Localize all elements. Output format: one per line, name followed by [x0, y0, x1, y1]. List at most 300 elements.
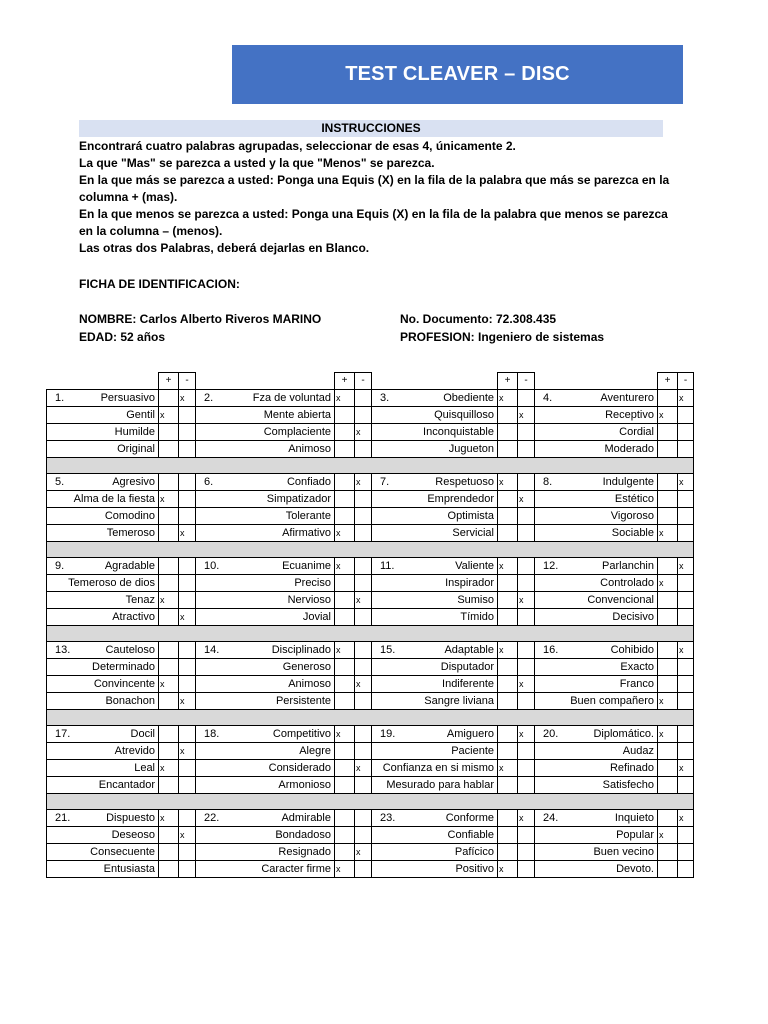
- minus-mark-cell[interactable]: x: [179, 609, 196, 626]
- plus-mark-cell[interactable]: [658, 777, 678, 794]
- word-label: Animoso: [288, 678, 331, 690]
- minus-mark-cell[interactable]: [678, 424, 694, 441]
- word-label: Convincente: [93, 678, 155, 690]
- plus-mark-cell[interactable]: [658, 844, 678, 861]
- minus-mark-cell[interactable]: [678, 726, 694, 743]
- minus-mark-cell[interactable]: [179, 777, 196, 794]
- word-cell: [535, 575, 658, 592]
- minus-mark-cell[interactable]: x: [518, 592, 535, 609]
- instruction-line: La que "Mas" se parezca a usted y la que "Menos" se parezca.: [79, 156, 435, 170]
- word-cell: [47, 390, 159, 407]
- separator-cell: [47, 626, 694, 642]
- group-separator-row: [47, 626, 694, 642]
- plus-mark-cell[interactable]: [498, 407, 518, 424]
- minus-mark-cell[interactable]: x: [678, 390, 694, 407]
- plus-mark-cell[interactable]: [335, 676, 355, 693]
- minus-mark-cell[interactable]: x: [355, 474, 372, 491]
- plus-mark-cell[interactable]: x: [159, 676, 179, 693]
- plus-mark-cell[interactable]: x: [658, 525, 678, 542]
- word-row: [47, 844, 694, 861]
- plus-mark-cell[interactable]: [159, 558, 179, 575]
- plus-mark-cell[interactable]: [159, 743, 179, 760]
- minus-mark-cell[interactable]: [678, 827, 694, 844]
- word-cell: [372, 760, 498, 777]
- plus-mark-cell[interactable]: x: [335, 525, 355, 542]
- plus-mark-cell[interactable]: x: [159, 407, 179, 424]
- minus-mark-cell[interactable]: [179, 575, 196, 592]
- plus-mark-cell[interactable]: [159, 609, 179, 626]
- plus-mark-cell[interactable]: [498, 743, 518, 760]
- group-number: 21.: [55, 812, 71, 824]
- separator-cell: [47, 542, 694, 558]
- plus-mark-cell[interactable]: [159, 525, 179, 542]
- minus-mark-cell[interactable]: [355, 861, 372, 878]
- word-cell: [196, 777, 335, 794]
- minus-mark-cell[interactable]: [678, 592, 694, 609]
- minus-mark-cell[interactable]: [678, 491, 694, 508]
- group-separator-row: [47, 794, 694, 810]
- plus-mark-cell[interactable]: [658, 441, 678, 458]
- plus-mark-cell[interactable]: [335, 491, 355, 508]
- plus-mark-cell[interactable]: [658, 743, 678, 760]
- word-cell: [535, 407, 658, 424]
- word-label: Deseoso: [111, 829, 155, 841]
- minus-mark-cell[interactable]: [355, 407, 372, 424]
- minus-mark-cell[interactable]: x: [678, 474, 694, 491]
- profesion-field: PROFESION: Ingeniero de sistemas: [400, 330, 605, 344]
- minus-mark-cell[interactable]: [678, 508, 694, 525]
- word-label: Amiguero: [446, 728, 494, 740]
- group-number: 6.: [204, 476, 214, 488]
- ficha-heading: FICHA DE IDENTIFICACION:: [79, 277, 240, 291]
- minus-mark-cell[interactable]: x: [179, 390, 196, 407]
- word-cell: [535, 743, 658, 760]
- minus-mark-cell[interactable]: [518, 642, 535, 659]
- plus-mark-cell[interactable]: x: [159, 592, 179, 609]
- minus-mark-cell[interactable]: [355, 777, 372, 794]
- plus-mark-cell[interactable]: [159, 424, 179, 441]
- word-cell: [47, 407, 159, 424]
- word-cell: [372, 844, 498, 861]
- plus-mark-cell[interactable]: [335, 474, 355, 491]
- word-label: Diplomático.: [593, 728, 654, 740]
- word-label: Comodino: [104, 510, 155, 522]
- minus-mark-cell[interactable]: [179, 760, 196, 777]
- minus-mark-cell[interactable]: [355, 491, 372, 508]
- minus-mark-cell[interactable]: [518, 575, 535, 592]
- plus-mark-cell[interactable]: [498, 676, 518, 693]
- minus-mark-cell[interactable]: [518, 424, 535, 441]
- minus-mark-cell[interactable]: [355, 508, 372, 525]
- plus-mark-cell[interactable]: [335, 760, 355, 777]
- minus-mark-cell[interactable]: [518, 659, 535, 676]
- minus-mark-cell[interactable]: [518, 609, 535, 626]
- word-row: [47, 390, 694, 407]
- word-label: Tenaz: [125, 594, 155, 606]
- word-label: Franco: [619, 678, 654, 690]
- minus-mark-cell[interactable]: [355, 726, 372, 743]
- minus-mark-cell[interactable]: [678, 609, 694, 626]
- minus-mark-cell[interactable]: [355, 558, 372, 575]
- plus-mark-cell[interactable]: [658, 508, 678, 525]
- plus-mark-cell[interactable]: [498, 844, 518, 861]
- minus-mark-cell[interactable]: [179, 491, 196, 508]
- plus-mark-cell[interactable]: x: [335, 861, 355, 878]
- minus-mark-cell[interactable]: [355, 642, 372, 659]
- plus-mark-cell[interactable]: [335, 777, 355, 794]
- minus-column-header: -: [518, 373, 535, 390]
- minus-mark-cell[interactable]: [179, 441, 196, 458]
- plus-mark-cell[interactable]: x: [498, 474, 518, 491]
- plus-mark-cell[interactable]: x: [498, 390, 518, 407]
- plus-mark-cell[interactable]: [498, 525, 518, 542]
- plus-mark-cell[interactable]: [658, 676, 678, 693]
- word-cell: [535, 844, 658, 861]
- plus-mark-cell[interactable]: [658, 558, 678, 575]
- instructions-text: [79, 138, 679, 257]
- plus-mark-cell[interactable]: x: [658, 407, 678, 424]
- minus-mark-cell[interactable]: x: [355, 424, 372, 441]
- minus-mark-cell[interactable]: x: [518, 810, 535, 827]
- plus-mark-cell[interactable]: [658, 642, 678, 659]
- plus-mark-cell[interactable]: [159, 474, 179, 491]
- plus-mark-cell[interactable]: [658, 390, 678, 407]
- word-label: Receptivo: [605, 409, 654, 421]
- word-row: [47, 474, 694, 491]
- plus-mark-cell[interactable]: [335, 441, 355, 458]
- plus-mark-cell[interactable]: [159, 726, 179, 743]
- plus-mark-cell[interactable]: [658, 861, 678, 878]
- minus-mark-cell[interactable]: [678, 659, 694, 676]
- plus-mark-cell[interactable]: [159, 508, 179, 525]
- word-cell: [47, 609, 159, 626]
- plus-mark-cell[interactable]: x: [658, 827, 678, 844]
- plus-mark-cell[interactable]: [335, 508, 355, 525]
- minus-mark-cell[interactable]: [678, 693, 694, 710]
- minus-mark-cell[interactable]: [518, 827, 535, 844]
- header-spacer: [535, 373, 658, 390]
- word-cell: [196, 861, 335, 878]
- plus-mark-cell[interactable]: [335, 810, 355, 827]
- plus-mark-cell[interactable]: x: [159, 760, 179, 777]
- word-cell: [372, 390, 498, 407]
- group-separator-row: [47, 542, 694, 558]
- minus-mark-cell[interactable]: [179, 659, 196, 676]
- minus-mark-cell[interactable]: [518, 508, 535, 525]
- plus-mark-cell[interactable]: [335, 592, 355, 609]
- word-label: Mente abierta: [263, 409, 331, 421]
- word-label: Adaptable: [444, 644, 494, 656]
- minus-mark-cell[interactable]: [518, 743, 535, 760]
- minus-mark-cell[interactable]: x: [355, 676, 372, 693]
- plus-mark-cell[interactable]: [335, 844, 355, 861]
- word-label: Persistente: [275, 695, 331, 707]
- minus-mark-cell[interactable]: x: [179, 743, 196, 760]
- group-number: 22.: [204, 812, 220, 824]
- plus-mark-cell[interactable]: [658, 474, 678, 491]
- word-label: Resignado: [278, 846, 331, 858]
- plus-mark-cell[interactable]: [498, 659, 518, 676]
- plus-mark-cell[interactable]: [335, 827, 355, 844]
- header-spacer: [47, 373, 159, 390]
- word-cell: [535, 508, 658, 525]
- minus-mark-cell[interactable]: [355, 659, 372, 676]
- word-row: [47, 861, 694, 878]
- word-label: Confiable: [447, 829, 494, 841]
- plus-mark-cell[interactable]: x: [498, 760, 518, 777]
- minus-mark-cell[interactable]: [678, 844, 694, 861]
- word-label: Complaciente: [263, 426, 331, 438]
- word-cell: [535, 474, 658, 491]
- plus-mark-cell[interactable]: [159, 844, 179, 861]
- word-label: Docil: [130, 728, 155, 740]
- plus-mark-cell[interactable]: [335, 659, 355, 676]
- group-number: 13.: [55, 644, 71, 656]
- word-label: Vigoroso: [610, 510, 654, 522]
- minus-mark-cell[interactable]: [179, 424, 196, 441]
- plus-mark-cell[interactable]: [159, 390, 179, 407]
- word-label: Decisivo: [612, 611, 654, 623]
- minus-column-header: -: [678, 373, 694, 390]
- minus-mark-cell[interactable]: x: [678, 558, 694, 575]
- word-row: [47, 558, 694, 575]
- plus-mark-cell[interactable]: [159, 777, 179, 794]
- minus-mark-cell[interactable]: x: [355, 760, 372, 777]
- minus-mark-cell[interactable]: [678, 441, 694, 458]
- word-cell: [535, 642, 658, 659]
- minus-mark-cell[interactable]: x: [678, 760, 694, 777]
- plus-mark-cell[interactable]: [658, 592, 678, 609]
- minus-mark-cell[interactable]: [678, 407, 694, 424]
- minus-mark-cell[interactable]: x: [678, 810, 694, 827]
- word-row: [47, 609, 694, 626]
- word-cell: [47, 861, 159, 878]
- minus-mark-cell[interactable]: [179, 726, 196, 743]
- minus-mark-cell[interactable]: [355, 827, 372, 844]
- word-label: Consecuente: [90, 846, 155, 858]
- word-label: Agresivo: [112, 476, 155, 488]
- word-cell: [535, 810, 658, 827]
- word-label: Aventurero: [600, 392, 654, 404]
- word-label: Respetuoso: [435, 476, 494, 488]
- group-number: 3.: [380, 392, 390, 404]
- minus-mark-cell[interactable]: [179, 861, 196, 878]
- word-label: Paciente: [451, 745, 494, 757]
- separator-cell: [47, 794, 694, 810]
- plus-mark-cell[interactable]: [159, 441, 179, 458]
- minus-mark-cell[interactable]: [518, 777, 535, 794]
- minus-mark-cell[interactable]: [518, 760, 535, 777]
- plus-mark-cell[interactable]: [335, 693, 355, 710]
- plus-mark-cell[interactable]: [335, 575, 355, 592]
- plus-mark-cell[interactable]: [498, 810, 518, 827]
- plus-mark-cell[interactable]: [498, 441, 518, 458]
- minus-mark-cell[interactable]: [518, 525, 535, 542]
- minus-mark-cell[interactable]: x: [179, 693, 196, 710]
- word-cell: [372, 659, 498, 676]
- minus-mark-cell[interactable]: [179, 592, 196, 609]
- word-label: Jugueton: [448, 443, 494, 455]
- minus-mark-cell[interactable]: x: [518, 676, 535, 693]
- plus-mark-cell[interactable]: [498, 592, 518, 609]
- plus-mark-cell[interactable]: [498, 491, 518, 508]
- plus-mark-cell[interactable]: [498, 827, 518, 844]
- word-row: [47, 726, 694, 743]
- word-cell: [372, 676, 498, 693]
- minus-mark-cell[interactable]: [678, 525, 694, 542]
- plus-mark-cell[interactable]: x: [498, 558, 518, 575]
- plus-mark-cell[interactable]: x: [159, 810, 179, 827]
- word-label: Exacto: [620, 661, 654, 673]
- word-label: Armonioso: [278, 779, 331, 791]
- minus-mark-cell[interactable]: [179, 810, 196, 827]
- group-separator-row: [47, 710, 694, 726]
- plus-mark-cell[interactable]: x: [498, 642, 518, 659]
- plus-column-header: +: [159, 373, 179, 390]
- minus-mark-cell[interactable]: [179, 407, 196, 424]
- minus-mark-cell[interactable]: [518, 441, 535, 458]
- minus-mark-cell[interactable]: [678, 575, 694, 592]
- word-cell: [372, 810, 498, 827]
- word-label: Buen vecino: [593, 846, 654, 858]
- plus-mark-cell[interactable]: [159, 575, 179, 592]
- word-cell: [372, 592, 498, 609]
- minus-mark-cell[interactable]: x: [518, 407, 535, 424]
- plus-mark-cell[interactable]: [159, 861, 179, 878]
- word-cell: [196, 726, 335, 743]
- minus-mark-cell[interactable]: [518, 390, 535, 407]
- group-number: 18.: [204, 728, 220, 740]
- minus-mark-cell[interactable]: [518, 844, 535, 861]
- minus-mark-cell[interactable]: [355, 810, 372, 827]
- minus-mark-cell[interactable]: x: [678, 642, 694, 659]
- minus-mark-cell[interactable]: [518, 474, 535, 491]
- minus-mark-cell[interactable]: x: [355, 592, 372, 609]
- plus-mark-cell[interactable]: [658, 609, 678, 626]
- minus-mark-cell[interactable]: [678, 777, 694, 794]
- plus-mark-cell[interactable]: [658, 810, 678, 827]
- plus-mark-cell[interactable]: x: [498, 861, 518, 878]
- plus-mark-cell[interactable]: [335, 743, 355, 760]
- plus-mark-cell[interactable]: x: [658, 575, 678, 592]
- word-label: Afirmativo: [282, 527, 331, 539]
- minus-mark-cell[interactable]: x: [179, 827, 196, 844]
- plus-mark-cell[interactable]: x: [658, 726, 678, 743]
- plus-mark-cell[interactable]: [498, 609, 518, 626]
- word-cell: [196, 659, 335, 676]
- plus-mark-cell[interactable]: [658, 424, 678, 441]
- plus-mark-cell[interactable]: [498, 508, 518, 525]
- minus-mark-cell[interactable]: [355, 441, 372, 458]
- word-label: Animoso: [288, 443, 331, 455]
- word-cell: [372, 642, 498, 659]
- minus-mark-cell[interactable]: [355, 390, 372, 407]
- word-cell: [535, 441, 658, 458]
- plus-mark-cell[interactable]: [498, 575, 518, 592]
- plus-mark-cell[interactable]: [159, 693, 179, 710]
- word-cell: [47, 508, 159, 525]
- minus-mark-cell[interactable]: [179, 844, 196, 861]
- plus-mark-cell[interactable]: x: [335, 390, 355, 407]
- minus-mark-cell[interactable]: x: [355, 844, 372, 861]
- plus-mark-cell[interactable]: x: [335, 726, 355, 743]
- word-label: Cordial: [619, 426, 654, 438]
- plus-mark-cell[interactable]: x: [335, 558, 355, 575]
- minus-mark-cell[interactable]: [678, 676, 694, 693]
- minus-mark-cell[interactable]: [355, 693, 372, 710]
- minus-mark-cell[interactable]: [678, 743, 694, 760]
- minus-mark-cell[interactable]: [518, 861, 535, 878]
- word-cell: [47, 441, 159, 458]
- plus-mark-cell[interactable]: [335, 407, 355, 424]
- minus-mark-cell[interactable]: [355, 609, 372, 626]
- word-label: Determinado: [92, 661, 155, 673]
- word-row: [47, 827, 694, 844]
- minus-mark-cell[interactable]: [678, 861, 694, 878]
- plus-mark-cell[interactable]: [335, 609, 355, 626]
- minus-mark-cell[interactable]: [179, 474, 196, 491]
- documento-field: No. Documento: 72.308.435: [400, 312, 557, 326]
- word-cell: [372, 726, 498, 743]
- word-cell: [535, 676, 658, 693]
- plus-mark-cell[interactable]: [335, 424, 355, 441]
- minus-mark-cell[interactable]: [518, 693, 535, 710]
- word-cell: [535, 558, 658, 575]
- word-label: Dispuesto: [106, 812, 155, 824]
- minus-mark-cell[interactable]: [179, 642, 196, 659]
- minus-mark-cell[interactable]: [355, 575, 372, 592]
- word-label: Fza de voluntad: [252, 392, 331, 404]
- word-label: Temeroso: [106, 527, 155, 539]
- word-cell: [535, 726, 658, 743]
- plus-mark-cell[interactable]: [658, 659, 678, 676]
- word-cell: [535, 827, 658, 844]
- minus-mark-cell[interactable]: [179, 558, 196, 575]
- plus-mark-cell[interactable]: [498, 726, 518, 743]
- plus-mark-cell[interactable]: [658, 491, 678, 508]
- word-label: Satisfecho: [602, 779, 654, 791]
- word-cell: [47, 743, 159, 760]
- plus-mark-cell[interactable]: x: [658, 693, 678, 710]
- plus-mark-cell[interactable]: [498, 424, 518, 441]
- word-label: Considerado: [268, 762, 331, 774]
- plus-mark-cell[interactable]: x: [159, 491, 179, 508]
- group-number: 14.: [204, 644, 220, 656]
- plus-mark-cell[interactable]: [159, 642, 179, 659]
- plus-mark-cell[interactable]: x: [335, 642, 355, 659]
- word-cell: [196, 760, 335, 777]
- minus-mark-cell[interactable]: x: [518, 726, 535, 743]
- minus-mark-cell[interactable]: [518, 558, 535, 575]
- minus-mark-cell[interactable]: x: [179, 525, 196, 542]
- word-label: Audaz: [622, 745, 654, 757]
- minus-column-header: -: [355, 373, 372, 390]
- minus-mark-cell[interactable]: [179, 676, 196, 693]
- word-label: Caracter firme: [261, 863, 331, 875]
- word-cell: [47, 525, 159, 542]
- plus-mark-cell[interactable]: [498, 693, 518, 710]
- minus-mark-cell[interactable]: [355, 525, 372, 542]
- plus-mark-cell[interactable]: [498, 777, 518, 794]
- plus-mark-cell[interactable]: [159, 827, 179, 844]
- word-cell: [372, 407, 498, 424]
- minus-mark-cell[interactable]: [179, 508, 196, 525]
- plus-mark-cell[interactable]: [658, 760, 678, 777]
- word-label: Tolerante: [285, 510, 331, 522]
- minus-mark-cell[interactable]: [355, 743, 372, 760]
- plus-mark-cell[interactable]: [159, 659, 179, 676]
- minus-mark-cell[interactable]: x: [518, 491, 535, 508]
